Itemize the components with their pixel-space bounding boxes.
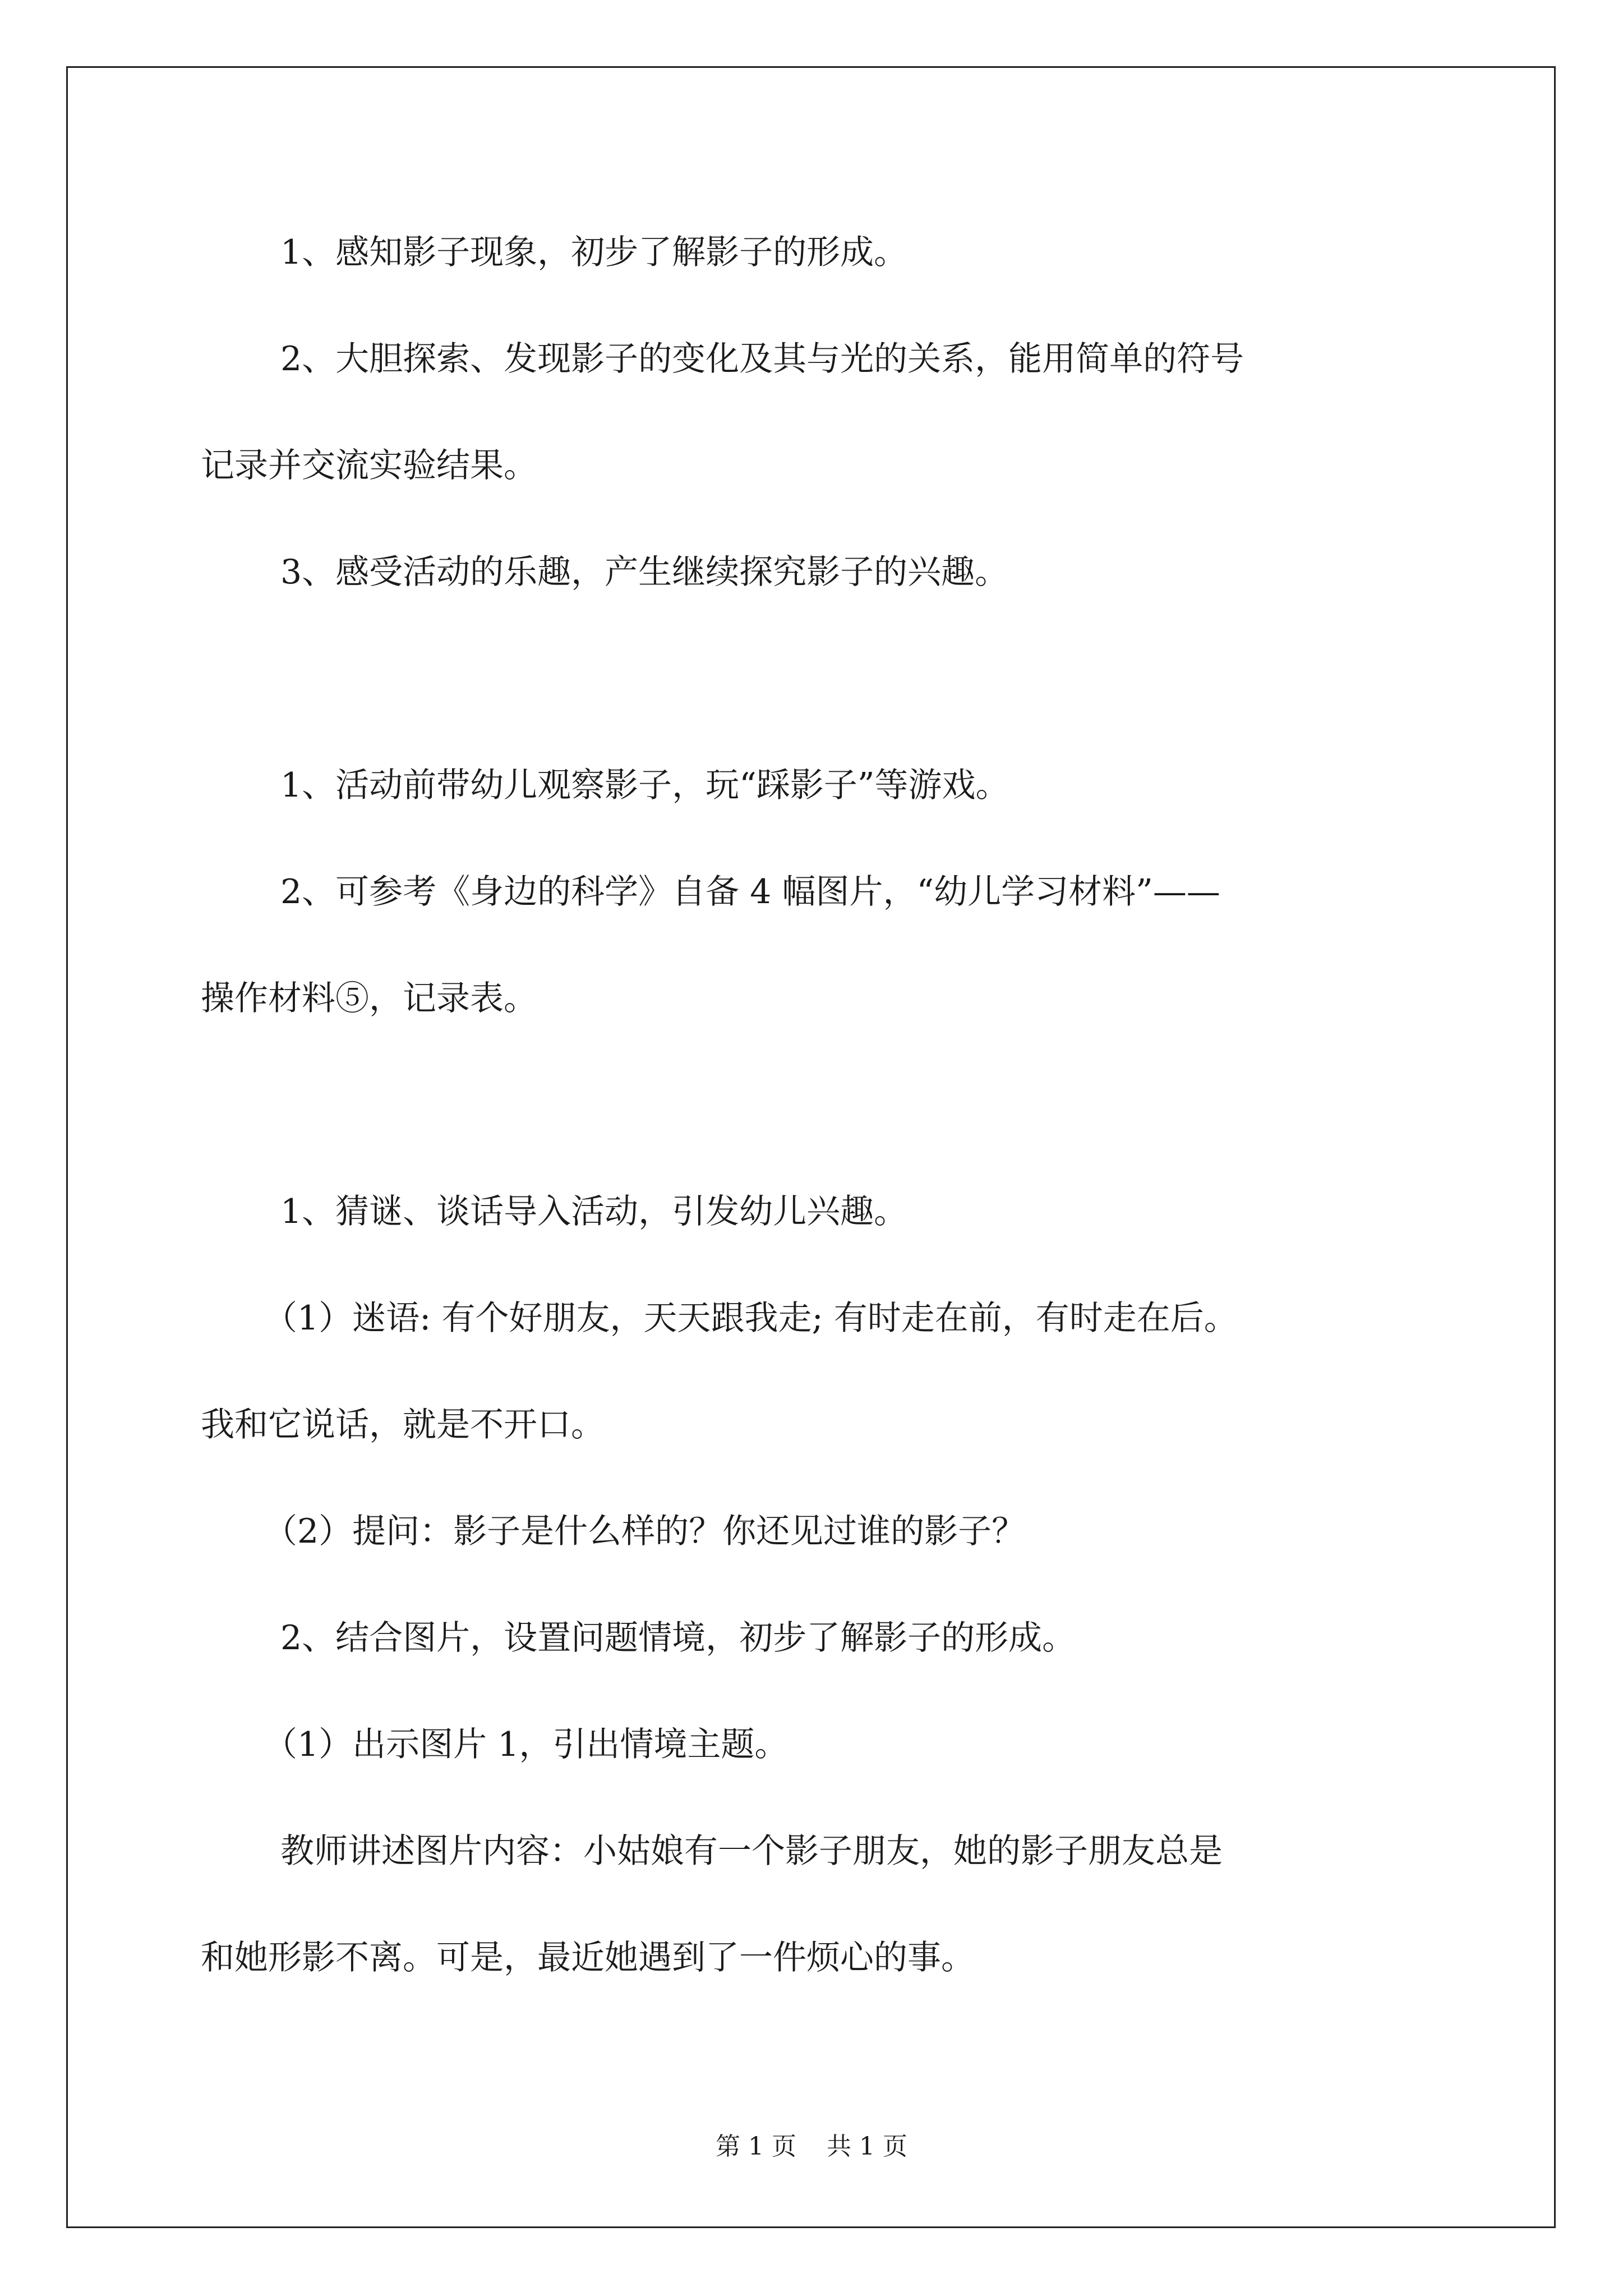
paragraph-goal-2: 2、大胆探索、发现影子的变化及其与光的关系，能用简单的符号 bbox=[280, 339, 1244, 379]
paragraph-prep-2: 2、可参考《身边的科学》自备 4 幅图片，“幼儿学习材料”—— bbox=[280, 872, 1220, 912]
paragraph-picture-1: （1）出示图片 1，引出情境主题。 bbox=[264, 1725, 789, 1764]
paragraph-prep-1: 1、活动前带幼儿观察影子，玩“踩影子”等游戏。 bbox=[280, 766, 1009, 805]
paragraph-riddle-cont: 我和它说话，就是不开口。 bbox=[201, 1405, 605, 1444]
page-footer bbox=[0, 2126, 1623, 2162]
paragraph-goal-2-cont: 记录并交流实验结果。 bbox=[201, 446, 537, 485]
paragraph-process-1: 1、猜谜、谈话导入活动，引发幼儿兴趣。 bbox=[280, 1192, 908, 1231]
paragraph-goal-1: 1、感知影子现象，初步了解影子的形成。 bbox=[280, 233, 908, 272]
page-number: 第 1 页 bbox=[716, 2132, 796, 2161]
paragraph-question: （2）提问：影子是什么样的？你还见过谁的影子？ bbox=[264, 1512, 1026, 1551]
paragraph-riddle: （1）迷语: 有个好朋友，天天跟我走; 有时走在前，有时走在后。 bbox=[264, 1299, 1238, 1338]
paragraph-teacher-narration: 教师讲述图片内容：小姑娘有一个影子朋友，她的影子朋友总是 bbox=[280, 1832, 1223, 1871]
paragraph-teacher-narration-cont: 和她形影不离。可是，最近她遇到了一件烦心的事。 bbox=[201, 1938, 975, 1977]
page-total: 共 1 页 bbox=[827, 2132, 907, 2161]
paragraph-prep-2-cont: 操作材料⑤，记录表。 bbox=[201, 979, 537, 1018]
paragraph-goal-3: 3、感受活动的乐趣，产生继续探究影子的兴趣。 bbox=[280, 553, 1009, 592]
paragraph-process-2: 2、结合图片，设置问题情境，初步了解影子的形成。 bbox=[280, 1618, 1076, 1658]
